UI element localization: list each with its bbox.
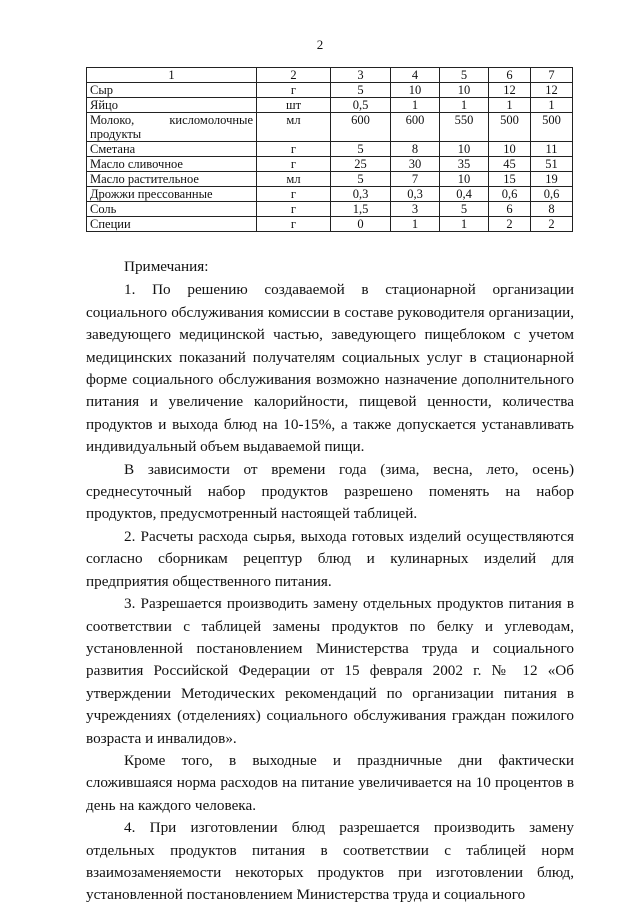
value-cell: 6 bbox=[489, 202, 531, 217]
value-cell: 2 bbox=[489, 217, 531, 232]
value-cell: 0,3 bbox=[331, 187, 391, 202]
value-cell: 25 bbox=[331, 157, 391, 172]
note-paragraph: В зависимости от времени года (зима, весна, лето, осень) среднесуточный набор продуктов разрешено поменять на набор продуктов, предусмотренный настоящей таблицей. bbox=[86, 460, 574, 523]
value-cell: 10 bbox=[440, 172, 489, 187]
value-cell: 0 bbox=[331, 217, 391, 232]
column-header: 7 bbox=[531, 68, 573, 83]
notes-heading: Примечания: bbox=[124, 258, 209, 275]
unit-cell: шт bbox=[257, 98, 331, 113]
note-paragraph: 2. Расчеты расхода сырья, выхода готовых изделий осуществляются согласно сборникам рецептур блюд и кулинарных изделий для предприятия общественного питания. bbox=[86, 527, 574, 590]
value-cell: 10 bbox=[489, 142, 531, 157]
value-cell: 10 bbox=[391, 83, 440, 98]
value-cell: 45 bbox=[489, 157, 531, 172]
food-norms-table bbox=[86, 67, 573, 232]
value-cell: 0,5 bbox=[331, 98, 391, 113]
value-cell: 1 bbox=[391, 217, 440, 232]
value-cell: 5 bbox=[440, 202, 489, 217]
value-cell: 11 bbox=[531, 142, 573, 157]
product-name-cell: Дрожжи прессованные bbox=[87, 187, 257, 202]
note-paragraph: 3. Разрешается производить замену отдельных продуктов питания в соответствии с таблицей замены продуктов по белку и углеводам, установленной постановлением Министерства труда и социального развития Российской Федерации от 15 февраля 2002 г. № 12 «Об утверждении Методических рекомендаций по организации питания в учреждениях (отделениях) социального обслуживания граждан пожилого возраста и инвалидов». bbox=[86, 595, 574, 747]
table-row bbox=[87, 113, 573, 142]
table-row bbox=[87, 202, 573, 217]
product-name-cell: Масло сливочное bbox=[87, 157, 257, 172]
column-header: 5 bbox=[440, 68, 489, 83]
value-cell: 5 bbox=[331, 142, 391, 157]
table-header-row bbox=[87, 68, 573, 83]
value-cell: 1 bbox=[440, 98, 489, 113]
value-cell: 5 bbox=[331, 172, 391, 187]
unit-cell: мл bbox=[257, 172, 331, 187]
value-cell: 1 bbox=[440, 217, 489, 232]
value-cell: 5 bbox=[331, 83, 391, 98]
unit-cell: г bbox=[257, 157, 331, 172]
column-header: 1 bbox=[87, 68, 257, 83]
product-name-cell: Соль bbox=[87, 202, 257, 217]
value-cell: 0,6 bbox=[489, 187, 531, 202]
value-cell: 3 bbox=[391, 202, 440, 217]
note-paragraph: 1. По решению создаваемой в стационарной организации социального обслуживания комиссии в составе руководителя организации, заведующего медицинской частью, заведующего пищеблоком с учетом медицинских показаний получателям социальных услуг в стационарной форме социального обслуживания возможно назначение дополнительного питания и увеличение калорийности, пищевой ценности, количества продуктов и выхода блюд на 10-15%, а также допускается устанавливать индивидуальный объем выдаваемой пищи. bbox=[86, 281, 574, 456]
table-row bbox=[87, 157, 573, 172]
column-header: 3 bbox=[331, 68, 391, 83]
product-name-cell: Яйцо bbox=[87, 98, 257, 113]
value-cell: 2 bbox=[531, 217, 573, 232]
unit-cell: г bbox=[257, 187, 331, 202]
value-cell: 10 bbox=[440, 83, 489, 98]
table-row bbox=[87, 172, 573, 187]
value-cell: 51 bbox=[531, 157, 573, 172]
unit-cell: мл bbox=[257, 113, 331, 142]
product-name-cell: Молоко, кисломолочные продукты bbox=[87, 113, 257, 142]
note-paragraph: 4. При изготовлении блюд разрешается производить замену отдельных продуктов питания в соответствии с таблицей норм взаимозаменяемости некоторых продуктов при изготовлении блюд, установленной постановлением Министерства труда и социального bbox=[86, 819, 574, 904]
value-cell: 12 bbox=[531, 83, 573, 98]
value-cell: 35 bbox=[440, 157, 489, 172]
column-header: 4 bbox=[391, 68, 440, 83]
column-header: 2 bbox=[257, 68, 331, 83]
unit-cell: г bbox=[257, 142, 331, 157]
value-cell: 12 bbox=[489, 83, 531, 98]
value-cell: 1,5 bbox=[331, 202, 391, 217]
value-cell: 8 bbox=[531, 202, 573, 217]
column-header: 6 bbox=[489, 68, 531, 83]
value-cell: 500 bbox=[531, 113, 573, 142]
product-name-cell: Специи bbox=[87, 217, 257, 232]
value-cell: 19 bbox=[531, 172, 573, 187]
value-cell: 15 bbox=[489, 172, 531, 187]
table-row bbox=[87, 83, 573, 98]
unit-cell: г bbox=[257, 217, 331, 232]
value-cell: 600 bbox=[391, 113, 440, 142]
product-name-cell: Сыр bbox=[87, 83, 257, 98]
value-cell: 8 bbox=[391, 142, 440, 157]
unit-cell: г bbox=[257, 83, 331, 98]
product-name-cell: Масло растительное bbox=[87, 172, 257, 187]
table-row bbox=[87, 187, 573, 202]
value-cell: 550 bbox=[440, 113, 489, 142]
value-cell: 1 bbox=[489, 98, 531, 113]
notes-section bbox=[86, 256, 574, 907]
value-cell: 1 bbox=[531, 98, 573, 113]
value-cell: 30 bbox=[391, 157, 440, 172]
page-number: 2 bbox=[316, 37, 324, 52]
table-row bbox=[87, 142, 573, 157]
value-cell: 1 bbox=[391, 98, 440, 113]
unit-cell: г bbox=[257, 202, 331, 217]
table-row bbox=[87, 98, 573, 113]
value-cell: 7 bbox=[391, 172, 440, 187]
value-cell: 10 bbox=[440, 142, 489, 157]
product-name-cell: Сметана bbox=[87, 142, 257, 157]
note-paragraph: Кроме того, в выходные и праздничные дни фактически сложившаяся норма расходов на питание увеличивается на 10 процентов в день на каждого человека. bbox=[86, 751, 574, 814]
table-row bbox=[87, 217, 573, 232]
value-cell: 500 bbox=[489, 113, 531, 142]
value-cell: 0,6 bbox=[531, 187, 573, 202]
value-cell: 0,3 bbox=[391, 187, 440, 202]
value-cell: 0,4 bbox=[440, 187, 489, 202]
value-cell: 600 bbox=[331, 113, 391, 142]
